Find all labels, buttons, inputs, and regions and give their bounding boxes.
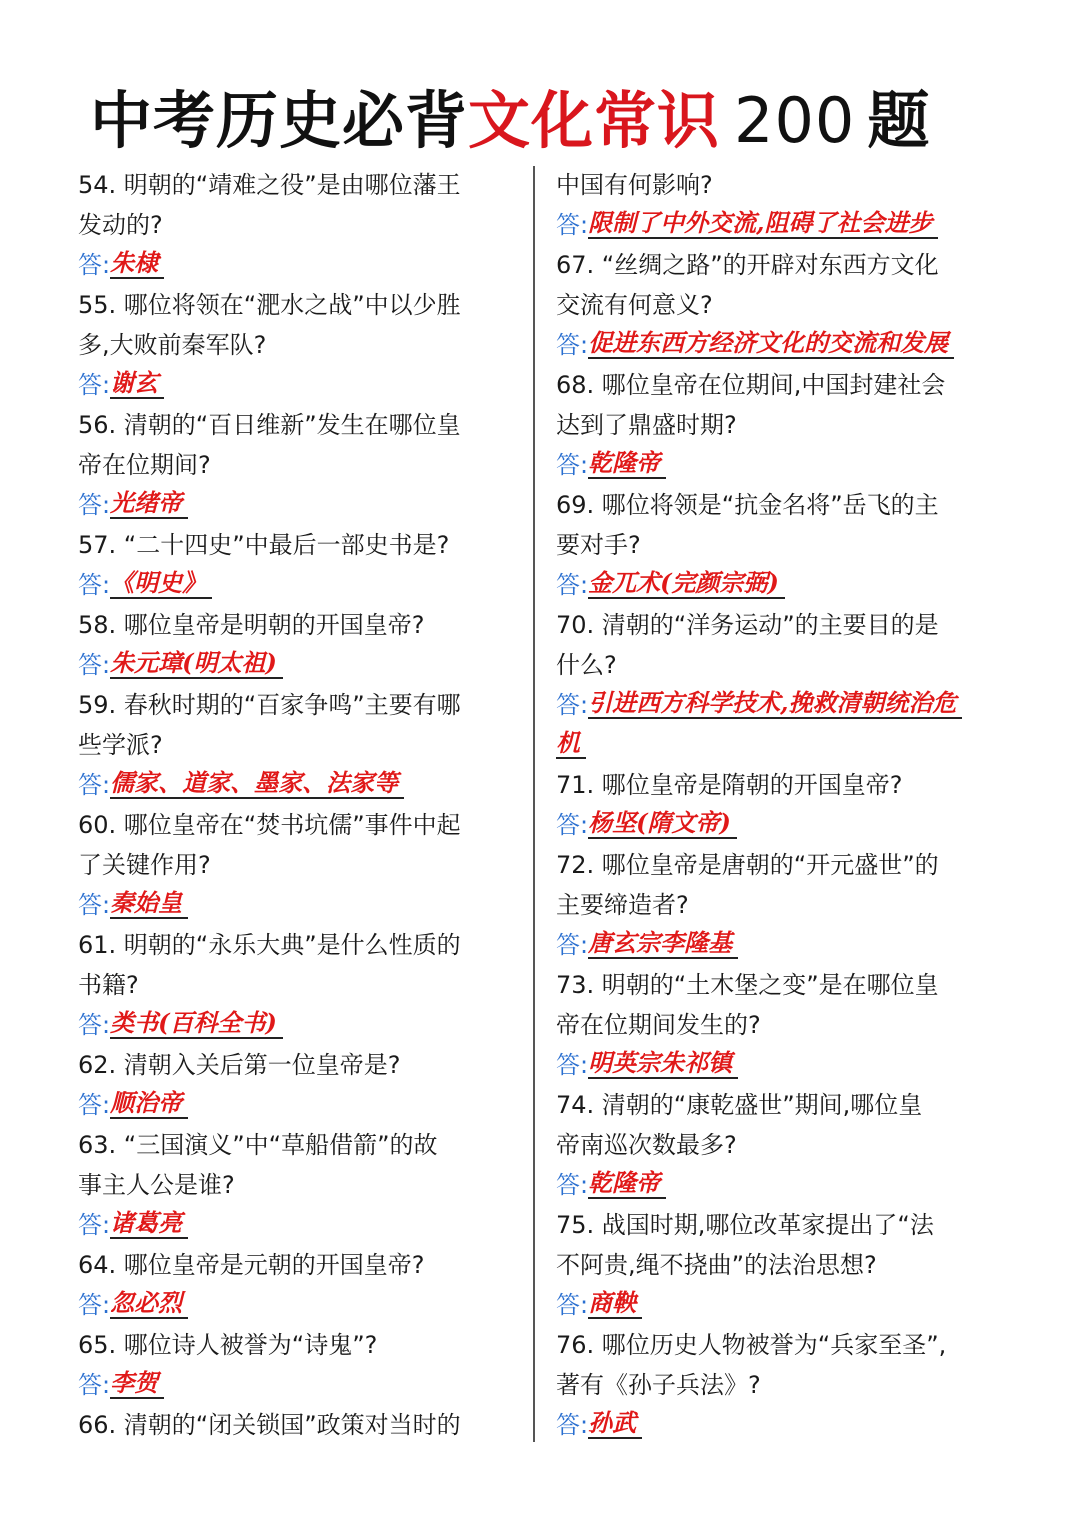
answer-label: 答: bbox=[556, 691, 589, 719]
answer-label: 答: bbox=[78, 1291, 111, 1319]
question-line: 59. 春秋时期的“百家争鸣”主要有哪 bbox=[78, 691, 461, 719]
answer-label: 答: bbox=[78, 1091, 111, 1119]
question-line: 帝在位期间? bbox=[78, 451, 211, 479]
question-line: 73. 明朝的“土木堡之变”是在哪位皇 bbox=[556, 971, 939, 999]
answer-line bbox=[78, 1205, 523, 1245]
question-line: 发动的? bbox=[78, 211, 163, 239]
question-line: 达到了鼎盛时期? bbox=[556, 411, 737, 439]
question-line: 58. 哪位皇帝是明朝的开国皇帝? bbox=[78, 611, 425, 639]
answer-label: 答: bbox=[556, 1051, 589, 1079]
question-line: 中国有何影响? bbox=[556, 171, 713, 199]
answer-label: 答: bbox=[78, 1211, 111, 1239]
title-number: 200 bbox=[734, 84, 856, 157]
answer-label: 答: bbox=[556, 1291, 589, 1319]
answer-label: 答: bbox=[78, 371, 111, 399]
answer-line bbox=[78, 565, 523, 605]
question-line: 70. 清朝的“洋务运动”的主要目的是 bbox=[556, 611, 939, 639]
question-line: 54. 明朝的“靖难之役”是由哪位藩王 bbox=[78, 171, 461, 199]
question-line: 60. 哪位皇帝在“焚书坑儒”事件中起 bbox=[78, 811, 461, 839]
answer-line bbox=[556, 205, 1016, 245]
answer-text: 明英宗朱祁镇 bbox=[588, 1049, 738, 1079]
answer-text: 孙武 bbox=[588, 1409, 642, 1439]
question-line: 要对手? bbox=[556, 531, 641, 559]
answer-text: 限制了中外交流,阻碍了社会进步 bbox=[588, 209, 938, 239]
page-title bbox=[90, 78, 930, 164]
answer-label: 答: bbox=[78, 571, 111, 599]
question-line: 些学派? bbox=[78, 731, 163, 759]
answer-line bbox=[78, 365, 523, 405]
answer-text: 诸葛亮 bbox=[110, 1209, 188, 1239]
answer-label: 答: bbox=[556, 1171, 589, 1199]
answer-label: 答: bbox=[556, 331, 589, 359]
answer-label: 答: bbox=[78, 1371, 111, 1399]
answer-line bbox=[556, 565, 1016, 605]
answer-line bbox=[78, 1085, 523, 1125]
question-line: 63. “三国演义”中“草船借箭”的故 bbox=[78, 1131, 438, 1159]
question-line: 66. 清朝的“闭关锁国”政策对当时的 bbox=[78, 1411, 461, 1439]
answer-line bbox=[556, 725, 1016, 765]
answer-text: 金兀术(完颜宗弼) bbox=[588, 569, 785, 599]
question-line: 75. 战国时期,哪位改革家提出了“法 bbox=[556, 1211, 934, 1239]
answer-text: 唐玄宗李隆基 bbox=[588, 929, 738, 959]
answer-line bbox=[78, 1285, 523, 1325]
question-line: 书籍? bbox=[78, 971, 139, 999]
answer-line bbox=[556, 1045, 1016, 1085]
answer-line bbox=[556, 685, 1016, 725]
answer-text: 光绪帝 bbox=[110, 489, 188, 519]
question-line: 56. 清朝的“百日维新”发生在哪位皇 bbox=[78, 411, 461, 439]
answer-label: 答: bbox=[78, 1011, 111, 1039]
question-line: 什么? bbox=[556, 651, 617, 679]
answer-line bbox=[556, 1405, 1016, 1445]
answer-text: 机 bbox=[556, 729, 586, 759]
question-line: 主要缔造者? bbox=[556, 891, 689, 919]
answer-label: 答: bbox=[78, 771, 111, 799]
answer-line bbox=[78, 645, 523, 685]
column-divider bbox=[533, 166, 535, 1442]
question-line: 61. 明朝的“永乐大典”是什么性质的 bbox=[78, 931, 461, 959]
answer-line bbox=[556, 1165, 1016, 1205]
question-line: 65. 哪位诗人被誉为“诗鬼”? bbox=[78, 1331, 378, 1359]
question-line: 著有《孙子兵法》? bbox=[556, 1371, 761, 1399]
answer-text: 引进西方科学技术,挽救清朝统治危 bbox=[588, 689, 962, 719]
answer-label: 答: bbox=[556, 1411, 589, 1439]
left-column bbox=[78, 165, 523, 1445]
title-part-red: 文化常识 bbox=[468, 84, 721, 157]
answer-text: 《明史》 bbox=[110, 569, 212, 599]
question-line: 64. 哪位皇帝是元朝的开国皇帝? bbox=[78, 1251, 425, 1279]
question-line: 了关键作用? bbox=[78, 851, 211, 879]
right-column bbox=[556, 165, 1016, 1445]
answer-line bbox=[78, 1365, 523, 1405]
answer-line bbox=[556, 1285, 1016, 1325]
answer-text: 顺治帝 bbox=[110, 1089, 188, 1119]
answer-line bbox=[556, 445, 1016, 485]
answer-text: 类书(百科全书) bbox=[110, 1009, 283, 1039]
answer-line bbox=[556, 925, 1016, 965]
answer-text: 商鞅 bbox=[588, 1289, 642, 1319]
question-line: 帝在位期间发生的? bbox=[556, 1011, 761, 1039]
answer-line bbox=[556, 805, 1016, 845]
answer-text: 朱元璋(明太祖) bbox=[110, 649, 283, 679]
answer-text: 杨坚(隋文帝) bbox=[588, 809, 737, 839]
question-line: 74. 清朝的“康乾盛世”期间,哪位皇 bbox=[556, 1091, 923, 1119]
answer-line bbox=[78, 245, 523, 285]
question-line: 67. “丝绸之路”的开辟对东西方文化 bbox=[556, 251, 939, 279]
answer-line bbox=[78, 485, 523, 525]
question-line: 帝南巡次数最多? bbox=[556, 1131, 737, 1159]
question-line: 不阿贵,绳不挠曲”的法治思想? bbox=[556, 1251, 877, 1279]
answer-line bbox=[556, 325, 1016, 365]
answer-label: 答: bbox=[556, 451, 589, 479]
answer-text: 儒家、道家、墨家、法家等 bbox=[110, 769, 404, 799]
answer-label: 答: bbox=[556, 211, 589, 239]
answer-text: 秦始皇 bbox=[110, 889, 188, 919]
answer-line bbox=[78, 885, 523, 925]
answer-line bbox=[78, 765, 523, 805]
answer-text: 促进东西方经济文化的交流和发展 bbox=[588, 329, 954, 359]
answer-label: 答: bbox=[78, 491, 111, 519]
answer-text: 乾隆帝 bbox=[588, 1169, 666, 1199]
answer-label: 答: bbox=[78, 651, 111, 679]
question-line: 57. “二十四史”中最后一部史书是? bbox=[78, 531, 450, 559]
answer-label: 答: bbox=[556, 811, 589, 839]
title-part-black: 中考历史必背 bbox=[90, 84, 469, 157]
answer-text: 李贺 bbox=[110, 1369, 164, 1399]
answer-text: 朱棣 bbox=[110, 249, 164, 279]
title-suffix: 题 bbox=[867, 84, 931, 157]
answer-text: 忽必烈 bbox=[110, 1289, 188, 1319]
answer-label: 答: bbox=[78, 891, 111, 919]
question-line: 71. 哪位皇帝是隋朝的开国皇帝? bbox=[556, 771, 903, 799]
question-line: 事主人公是谁? bbox=[78, 1171, 235, 1199]
question-line: 62. 清朝入关后第一位皇帝是? bbox=[78, 1051, 401, 1079]
question-line: 68. 哪位皇帝在位期间,中国封建社会 bbox=[556, 371, 946, 399]
question-line: 交流有何意义? bbox=[556, 291, 713, 319]
answer-text: 谢玄 bbox=[110, 369, 164, 399]
answer-label: 答: bbox=[556, 571, 589, 599]
question-line: 76. 哪位历史人物被誉为“兵家至圣”, bbox=[556, 1331, 947, 1359]
question-line: 55. 哪位将领在“淝水之战”中以少胜 bbox=[78, 291, 461, 319]
question-line: 多,大败前秦军队? bbox=[78, 331, 267, 359]
answer-label: 答: bbox=[556, 931, 589, 959]
question-line: 72. 哪位皇帝是唐朝的“开元盛世”的 bbox=[556, 851, 939, 879]
answer-text: 乾隆帝 bbox=[588, 449, 666, 479]
question-line: 69. 哪位将领是“抗金名将”岳飞的主 bbox=[556, 491, 939, 519]
answer-label: 答: bbox=[78, 251, 111, 279]
answer-line bbox=[78, 1005, 523, 1045]
